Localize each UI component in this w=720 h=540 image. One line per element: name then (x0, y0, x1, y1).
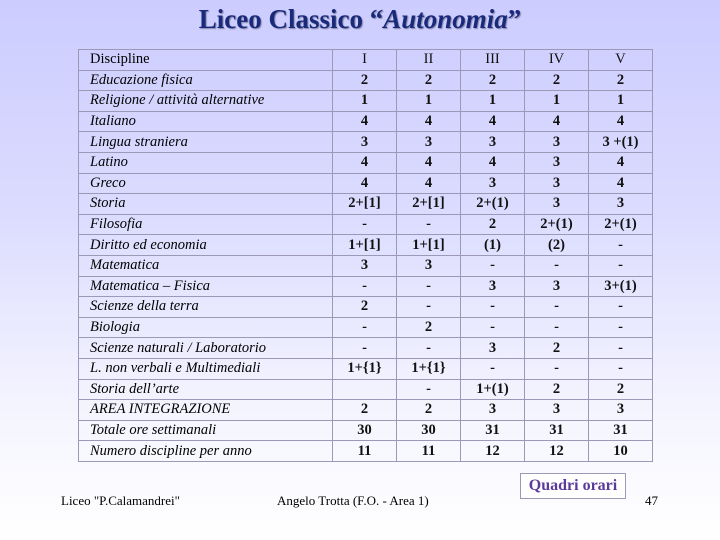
hours-cell: - (525, 255, 589, 276)
hours-cell: - (525, 297, 589, 318)
hours-cell: 3 (589, 194, 653, 215)
hours-cell: 3 (525, 173, 589, 194)
hours-cell: - (333, 276, 397, 297)
header-year: III (461, 50, 525, 71)
hours-cell: 2 (461, 70, 525, 91)
hours-cell: - (589, 338, 653, 359)
hours-cell: 30 (397, 420, 461, 441)
hours-cell: 3 (461, 338, 525, 359)
hours-cell: 11 (397, 441, 461, 462)
table-row (79, 214, 653, 235)
discipline-cell: Scienze della terra (79, 297, 333, 318)
discipline-cell: Storia (79, 194, 333, 215)
hours-cell: 3 (525, 276, 589, 297)
hours-cell: 2 (461, 214, 525, 235)
hours-cell: - (397, 276, 461, 297)
footer-school: Liceo "P.Calamandrei" (61, 493, 180, 508)
hours-cell: - (333, 338, 397, 359)
hours-cell: 2 (589, 379, 653, 400)
hours-cell: 1 (333, 91, 397, 112)
slide-title (0, 4, 720, 35)
hours-cell: 4 (333, 152, 397, 173)
table-row (79, 111, 653, 132)
hours-cell: - (589, 358, 653, 379)
hours-cell: 3 (525, 400, 589, 421)
title-text: Liceo Classico “ (198, 4, 384, 34)
discipline-cell: Biologia (79, 317, 333, 338)
table-row (79, 441, 653, 462)
hours-cell: 12 (461, 441, 525, 462)
table-row (79, 297, 653, 318)
hours-cell: (1) (461, 235, 525, 256)
hours-cell: 2 (525, 70, 589, 91)
hours-cell: 3 (461, 132, 525, 153)
hours-cell: 2 (397, 317, 461, 338)
hours-cell: 2+[1] (333, 194, 397, 215)
discipline-cell: L. non verbali e Multimediali (79, 358, 333, 379)
header-year: IV (525, 50, 589, 71)
discipline-cell: Totale ore settimanali (79, 420, 333, 441)
discipline-cell: Italiano (79, 111, 333, 132)
discipline-cell: Latino (79, 152, 333, 173)
page-number: 47 (645, 493, 658, 508)
hours-cell: 2 (397, 400, 461, 421)
hours-cell: 12 (525, 441, 589, 462)
hours-cell: 10 (589, 441, 653, 462)
discipline-cell: Numero discipline per anno (79, 441, 333, 462)
hours-cell: 3 (589, 400, 653, 421)
hours-cell: 4 (333, 111, 397, 132)
table-row (79, 173, 653, 194)
hours-cell: - (333, 214, 397, 235)
hours-cell: 11 (333, 441, 397, 462)
discipline-cell: Filosofia (79, 214, 333, 235)
hours-cell: 30 (333, 420, 397, 441)
hours-cell: - (461, 297, 525, 318)
hours-cell: - (461, 255, 525, 276)
discipline-cell: Greco (79, 173, 333, 194)
hours-cell: 1+{1} (333, 358, 397, 379)
hours-cell: 1+[1] (333, 235, 397, 256)
hours-cell: - (397, 214, 461, 235)
title-italic: Autonomia (383, 4, 508, 34)
hours-cell: 4 (397, 152, 461, 173)
title-end: ” (507, 4, 522, 34)
discipline-cell: AREA INTEGRAZIONE (79, 400, 333, 421)
hours-cell: 4 (589, 152, 653, 173)
hours-cell: 2 (589, 70, 653, 91)
header-year: II (397, 50, 461, 71)
hours-cell: - (589, 297, 653, 318)
hours-cell: 31 (589, 420, 653, 441)
table-row (79, 379, 653, 400)
footer-author: Angelo Trotta (F.O. - Area 1) (277, 493, 429, 508)
hours-cell: 3 (525, 194, 589, 215)
hours-cell: - (461, 317, 525, 338)
hours-cell: 3 (525, 152, 589, 173)
hours-cell: - (589, 317, 653, 338)
table-row (79, 255, 653, 276)
table-row (79, 132, 653, 153)
table-row (79, 338, 653, 359)
discipline-cell: Matematica (79, 255, 333, 276)
hours-cell: - (397, 379, 461, 400)
hours-cell: 3 (397, 132, 461, 153)
hours-cell: 2 (525, 379, 589, 400)
hours-cell: - (525, 317, 589, 338)
hours-cell: 2 (333, 400, 397, 421)
hours-cell: 1+(1) (461, 379, 525, 400)
hours-cell: 2 (333, 70, 397, 91)
discipline-cell: Matematica – Fisica (79, 276, 333, 297)
hours-cell: 31 (525, 420, 589, 441)
hours-cell: 1+[1] (397, 235, 461, 256)
table-row (79, 420, 653, 441)
hours-cell: - (589, 235, 653, 256)
hours-cell: 3 (525, 132, 589, 153)
hours-cell: 3 (397, 255, 461, 276)
hours-cell: 4 (589, 111, 653, 132)
hours-cell: (2) (525, 235, 589, 256)
hours-cell: - (397, 338, 461, 359)
hours-cell: - (525, 358, 589, 379)
header-year: I (333, 50, 397, 71)
table-row (79, 70, 653, 91)
hours-cell: 2 (397, 70, 461, 91)
hours-cell: 2+(1) (525, 214, 589, 235)
hours-cell: 1 (397, 91, 461, 112)
discipline-cell: Scienze naturali / Laboratorio (79, 338, 333, 359)
hours-cell: 3 (461, 400, 525, 421)
discipline-cell: Lingua straniera (79, 132, 333, 153)
hours-cell: 4 (525, 111, 589, 132)
quadri-orari-button[interactable]: Quadri orari (520, 473, 626, 499)
hours-cell: 4 (397, 173, 461, 194)
header-discipline: Discipline (79, 50, 333, 71)
hours-cell: 2+(1) (589, 214, 653, 235)
discipline-cell: Storia dell’arte (79, 379, 333, 400)
hours-cell: - (589, 255, 653, 276)
hours-cell: 3 (461, 173, 525, 194)
hours-cell: 1 (461, 91, 525, 112)
hours-cell: 2 (525, 338, 589, 359)
table-row (79, 276, 653, 297)
hours-cell: - (333, 317, 397, 338)
timetable (78, 49, 653, 462)
table-row (79, 152, 653, 173)
hours-cell: 3+(1) (589, 276, 653, 297)
hours-cell: 4 (461, 111, 525, 132)
discipline-cell: Educazione fisica (79, 70, 333, 91)
hours-cell: 4 (397, 111, 461, 132)
hours-cell (333, 379, 397, 400)
discipline-cell: Diritto ed economia (79, 235, 333, 256)
hours-cell: 3 (461, 276, 525, 297)
hours-cell: 2 (333, 297, 397, 318)
hours-cell: 3 +(1) (589, 132, 653, 153)
hours-cell: 1+{1} (397, 358, 461, 379)
table-row (79, 358, 653, 379)
hours-cell: 4 (589, 173, 653, 194)
table-header-row (79, 50, 653, 71)
hours-cell: 31 (461, 420, 525, 441)
table-row (79, 317, 653, 338)
hours-cell: 4 (461, 152, 525, 173)
hours-cell: 2+[1] (397, 194, 461, 215)
hours-cell: - (397, 297, 461, 318)
table-row (79, 194, 653, 215)
hours-cell: 4 (333, 173, 397, 194)
hours-cell: 1 (525, 91, 589, 112)
hours-cell: 1 (589, 91, 653, 112)
hours-cell: 3 (333, 132, 397, 153)
discipline-cell: Religione / attività alternative (79, 91, 333, 112)
hours-cell: 3 (333, 255, 397, 276)
hours-cell: - (461, 358, 525, 379)
header-year: V (589, 50, 653, 71)
table-row (79, 400, 653, 421)
table-row (79, 91, 653, 112)
hours-cell: 2+(1) (461, 194, 525, 215)
table-row (79, 235, 653, 256)
